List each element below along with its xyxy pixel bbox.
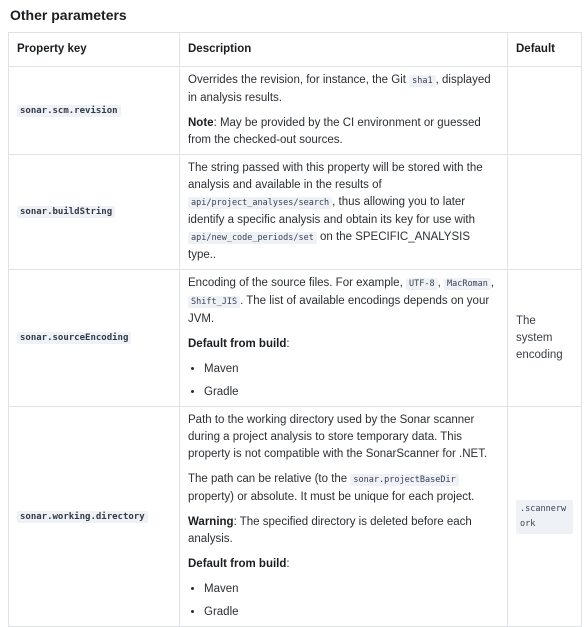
description-cell bbox=[180, 270, 508, 407]
note-paragraph bbox=[188, 115, 499, 149]
description-paragraph bbox=[188, 471, 499, 506]
default-cell bbox=[508, 155, 582, 270]
description-cell bbox=[180, 407, 508, 627]
default-cell bbox=[508, 67, 582, 155]
text: property) or absolute. It must be unique for each project. bbox=[188, 491, 475, 503]
default-from-build-label: Default from build bbox=[188, 338, 287, 350]
inline-code: Shift_JIS bbox=[188, 296, 240, 308]
table-row bbox=[9, 407, 582, 627]
default-from-build bbox=[188, 556, 499, 573]
inline-code: MacRoman bbox=[444, 278, 491, 290]
description-paragraph: Path to the working directory used by the Sonar scanner during a project analysis to store temporary data. This property is not compatible with the SonarScanner for .NET. bbox=[188, 414, 488, 460]
text: : bbox=[286, 338, 290, 350]
property-key: sonar.scm.revision bbox=[17, 105, 121, 117]
text: The string passed with this property will be stored with the analysis and available in the results of bbox=[188, 162, 483, 191]
column-header-description: Description bbox=[180, 33, 508, 67]
property-key-cell bbox=[9, 67, 180, 155]
default-value: .scannerwork bbox=[516, 500, 573, 534]
parameters-table bbox=[8, 32, 582, 627]
list-item: • Maven bbox=[204, 361, 499, 378]
property-key-cell bbox=[9, 270, 180, 407]
default-from-build bbox=[188, 336, 499, 353]
text: The path can be relative (to the bbox=[188, 473, 351, 485]
table-row bbox=[9, 67, 582, 155]
text: , bbox=[437, 277, 444, 289]
text: on the SPECIFIC_ANALYSIS type.. bbox=[188, 231, 471, 261]
text: Encoding of the source files. For example, bbox=[188, 277, 406, 289]
text: : bbox=[286, 558, 290, 570]
text: , displayed in analysis results. bbox=[188, 74, 491, 104]
note-label: Note bbox=[188, 117, 214, 129]
list-item: • Gradle bbox=[204, 384, 499, 401]
warning-label: Warning bbox=[188, 516, 234, 528]
section-heading: Other parameters bbox=[10, 7, 127, 23]
list-item: • Gradle bbox=[204, 604, 499, 621]
text: , thus allowing you to later identify a specific analysis and obtain its key for use with bbox=[188, 196, 476, 226]
inline-code: sonar.projectBaseDir bbox=[350, 474, 458, 486]
inline-code: api/project_analyses/search bbox=[188, 197, 332, 209]
text: Overrides the revision, for instance, the Git bbox=[188, 74, 410, 86]
table-row bbox=[9, 270, 582, 407]
table-row bbox=[9, 155, 582, 270]
inline-code: UTF-8 bbox=[406, 278, 438, 290]
property-key: sonar.working.directory bbox=[17, 511, 148, 523]
text: , bbox=[490, 277, 495, 289]
warning-paragraph bbox=[188, 514, 499, 548]
build-tool-list bbox=[188, 361, 499, 401]
table-header-row bbox=[9, 33, 582, 67]
property-key-cell bbox=[9, 407, 180, 627]
list-item: • Maven bbox=[204, 581, 499, 598]
default-cell bbox=[508, 407, 582, 627]
default-cell bbox=[508, 270, 582, 407]
default-value: The system encoding bbox=[516, 314, 563, 361]
inline-code: sha1 bbox=[409, 75, 435, 87]
description-cell bbox=[180, 155, 508, 270]
note-text: : May be provided by the CI environment or guessed from the checked-out sources. bbox=[188, 117, 481, 146]
inline-code: api/new_code_periods/set bbox=[188, 232, 317, 244]
default-from-build-label: Default from build bbox=[188, 558, 287, 570]
build-tool-list bbox=[188, 581, 499, 621]
warning-text: : The specified directory is deleted before each analysis. bbox=[188, 516, 472, 545]
property-key: sonar.sourceEncoding bbox=[17, 332, 131, 344]
property-key: sonar.buildString bbox=[17, 206, 115, 218]
text: . The list of available encodings depends on your JVM. bbox=[188, 295, 490, 325]
description-cell bbox=[180, 67, 508, 155]
column-header-default: Default bbox=[508, 33, 582, 67]
property-key-cell bbox=[9, 155, 180, 270]
description-paragraph bbox=[188, 160, 499, 264]
description-paragraph bbox=[188, 275, 499, 328]
description-paragraph bbox=[188, 72, 499, 107]
column-header-key: Property key bbox=[9, 33, 180, 67]
